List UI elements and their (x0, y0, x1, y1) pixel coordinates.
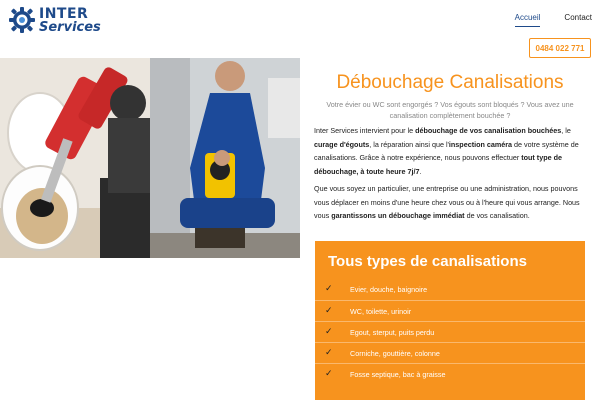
toilet-photo-image (0, 58, 150, 258)
check-icon: ✓ (325, 368, 333, 378)
logo-line-1: INTER (39, 5, 89, 22)
list-item-label: WC, toilette, urinoir (350, 306, 412, 316)
drain-photo-image (150, 58, 300, 258)
list-item (315, 279, 585, 300)
page-title: Débouchage Canalisations (336, 72, 564, 93)
list-item (315, 363, 585, 384)
site-header (0, 0, 600, 58)
photo-drain-cleaning (150, 58, 300, 258)
list-item-label: Corniche, gouttière, colonne (350, 348, 440, 358)
logo-line-2: Services (39, 19, 101, 35)
intro-paragraph: Inter Services intervient pour le débouchage de vos canalisation bouchées, le curage d'égouts, la réparation ainsi que l'inspection caméra de votre système de canalisations. Grâce à notre expérience, nous pouvons effectuer tout type de débouchage, à toute heure 7j/7. (314, 126, 579, 176)
list-item (315, 321, 585, 342)
nav-item-contact[interactable]: Contact (564, 13, 592, 22)
list-item-label: Egout, sterput, puits perdu (350, 327, 435, 337)
logo-text (39, 7, 101, 34)
list-item (315, 342, 585, 363)
phone-button[interactable]: 0484 022 771 (529, 38, 591, 58)
canalisation-types-panel (315, 241, 585, 400)
types-title: Tous types de canalisations (328, 253, 527, 270)
gear-logo-icon (8, 6, 36, 34)
check-icon: ✓ (325, 305, 333, 315)
service-paragraph: Que vous soyez un particulier, une entreprise ou une administration, nous pouvons vous déplacer en moins d'une heure chez vous ou à l'heure qui vous arrange. Nous vous garantissons un débouchage immédiat de vos canalisation. (314, 184, 580, 220)
check-icon: ✓ (325, 326, 333, 336)
list-item-label: Fosse septique, bac à graisse (350, 369, 446, 379)
list-item (315, 300, 585, 321)
list-item-label: Evier, douche, baignoire (350, 285, 428, 294)
check-icon: ✓ (325, 283, 333, 293)
nav-item-accueil[interactable]: Accueil (515, 13, 541, 27)
check-icon: ✓ (325, 347, 333, 357)
page-subtitle: Votre évier ou WC sont engorgés ? Vos égouts sont bloqués ? Vous avez une canalisation complètement bouchée ? (326, 100, 574, 120)
site-logo[interactable] (8, 5, 103, 35)
types-list (315, 279, 585, 384)
main-nav (491, 13, 592, 27)
photo-toilet-unclogging (0, 58, 150, 258)
